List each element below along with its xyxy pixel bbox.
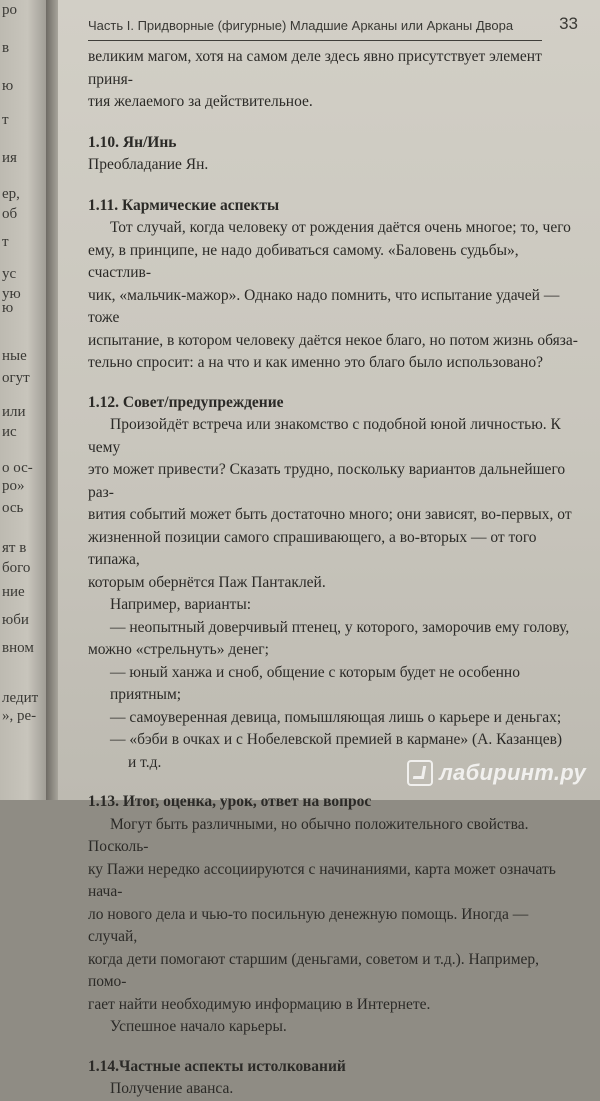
text-line: которым обернётся Паж Пантаклей.	[88, 573, 326, 591]
left-page-fragment: ую	[2, 286, 21, 302]
left-page-fragment: ю	[2, 78, 14, 94]
labirint-logo-icon	[407, 760, 433, 786]
left-page-edge	[0, 0, 46, 800]
left-page-fragment: или	[2, 404, 26, 420]
text-line: вития событий может быть достаточно много; они зависят, во-первых, от	[88, 506, 572, 523]
text-line: жизненной позиции самого спрашивающего, а во-вторых — от того типажа,	[88, 528, 537, 568]
text-line: испытание, в котором человеку даётся некое благо, но потом жизнь обяза-	[88, 331, 578, 349]
text-line: ку Пажи нередко ассоциируются с начинаниями, карта может означать нача-	[88, 860, 556, 900]
left-page-fragment: вном	[2, 640, 34, 656]
left-page-fragment: ро»	[2, 478, 25, 494]
left-page-fragment: ось	[2, 500, 24, 516]
section-text-1-14: Получение аванса.	[110, 1080, 234, 1097]
variant-line: — юный ханжа и сноб, общение с которым будет не особенно приятным;	[110, 663, 520, 703]
variant-line: — самоуверенная девица, помышляющая лишь о карьере и деньгах;	[110, 708, 562, 726]
section-heading-1-13: 1.13. Итог, оценка, урок, ответ на вопрос	[88, 793, 372, 810]
text-line: чик, «мальчик-мажор». Однако надо помнить, что испытание удачей — тоже	[88, 286, 560, 326]
section-heading-1-14: 1.14.Частные аспекты истолкований	[88, 1057, 346, 1075]
left-page-fragment: т	[2, 234, 9, 250]
text-line: ло нового дела и чью-то посильную денежную помощь. Иногда — случай,	[88, 905, 529, 945]
text-line: это может привести? Сказать трудно, поскольку вариантов дальнейшего раз-	[88, 461, 566, 501]
left-page-fragment: бого	[2, 560, 31, 576]
variant-line: — «бэби в очках и с Нобелевской премией в кармане» (А. Казанцев)	[110, 731, 563, 748]
watermark-text: лабиринт.ру	[439, 760, 586, 785]
section-text-1-10: Преобладание Ян.	[88, 156, 209, 173]
text-line: Тот случай, когда человеку от рождения даётся очень многое; то, чего	[110, 219, 571, 236]
left-page-fragment: ия	[2, 150, 17, 166]
running-header	[88, 14, 578, 44]
labirint-watermark	[407, 760, 586, 786]
left-page-fragment: ные	[2, 348, 27, 364]
header-rule	[88, 40, 542, 41]
left-page-fragment: об	[2, 206, 18, 222]
variant-line: можно «стрельнуть» денег;	[88, 641, 269, 658]
text-line: ему, в принципе, не надо добиваться самому. «Баловень судьбы», счастлив-	[88, 241, 519, 281]
left-page-fragment: т	[2, 112, 9, 128]
section-heading-1-10: 1.10. Ян/Инь	[88, 133, 177, 151]
book-page	[58, 0, 600, 1097]
left-page-fragment: юби	[2, 612, 29, 628]
text-line: гает найти необходимую информацию в Интернете.	[88, 995, 431, 1013]
left-page-fragment: ро	[2, 2, 17, 18]
section-heading-1-12: 1.12. Совет/предупреждение	[88, 393, 284, 411]
intro-line: тия желаемого за действительное.	[88, 93, 313, 110]
left-page-fragment: ус	[2, 266, 17, 282]
text-line: Могут быть различными, но обычно положительного свойства. Посколь-	[88, 815, 529, 855]
section-heading-1-11: 1.11. Кармические аспекты	[88, 196, 280, 214]
text-line: когда дети помогают старшим (деньгами, советом и т.д.). Например, помо-	[88, 950, 540, 990]
left-page-fragment: ледит	[2, 690, 39, 706]
left-page-fragment: ние	[2, 584, 25, 600]
left-page-fragment: ер,	[2, 186, 20, 202]
left-page-fragment: огут	[2, 370, 30, 386]
book-gutter	[46, 0, 58, 800]
section-extra-1-13: Успешное начало карьеры.	[110, 1018, 287, 1035]
running-title: Часть I. Придворные (фигурные) Младшие Арканы или Арканы Двора	[88, 18, 514, 33]
page-content	[88, 46, 578, 1101]
page-number: 33	[559, 14, 578, 33]
text-line: тельно спросит: а на что и как именно это благо было использовано?	[88, 354, 544, 371]
example-intro: Например, варианты:	[110, 596, 252, 613]
variant-line: — неопытный доверчивый птенец, у которого, заморочив ему голову,	[110, 618, 570, 636]
text-line: Произойдёт встреча или знакомство с подобной юной личностью. К чему	[88, 416, 561, 456]
left-page-fragment: ю	[2, 300, 14, 316]
left-page-fragment: о ос-	[2, 460, 33, 476]
left-page-fragment: », ре-	[2, 708, 37, 724]
left-page-fragment: ят в	[2, 540, 27, 556]
left-page-fragment: в	[2, 40, 10, 56]
intro-line: великим магом, хотя на самом деле здесь явно присутствует элемент приня-	[88, 48, 542, 88]
etc-text: и т.д.	[128, 753, 162, 771]
left-page-fragment: ис	[2, 424, 17, 440]
